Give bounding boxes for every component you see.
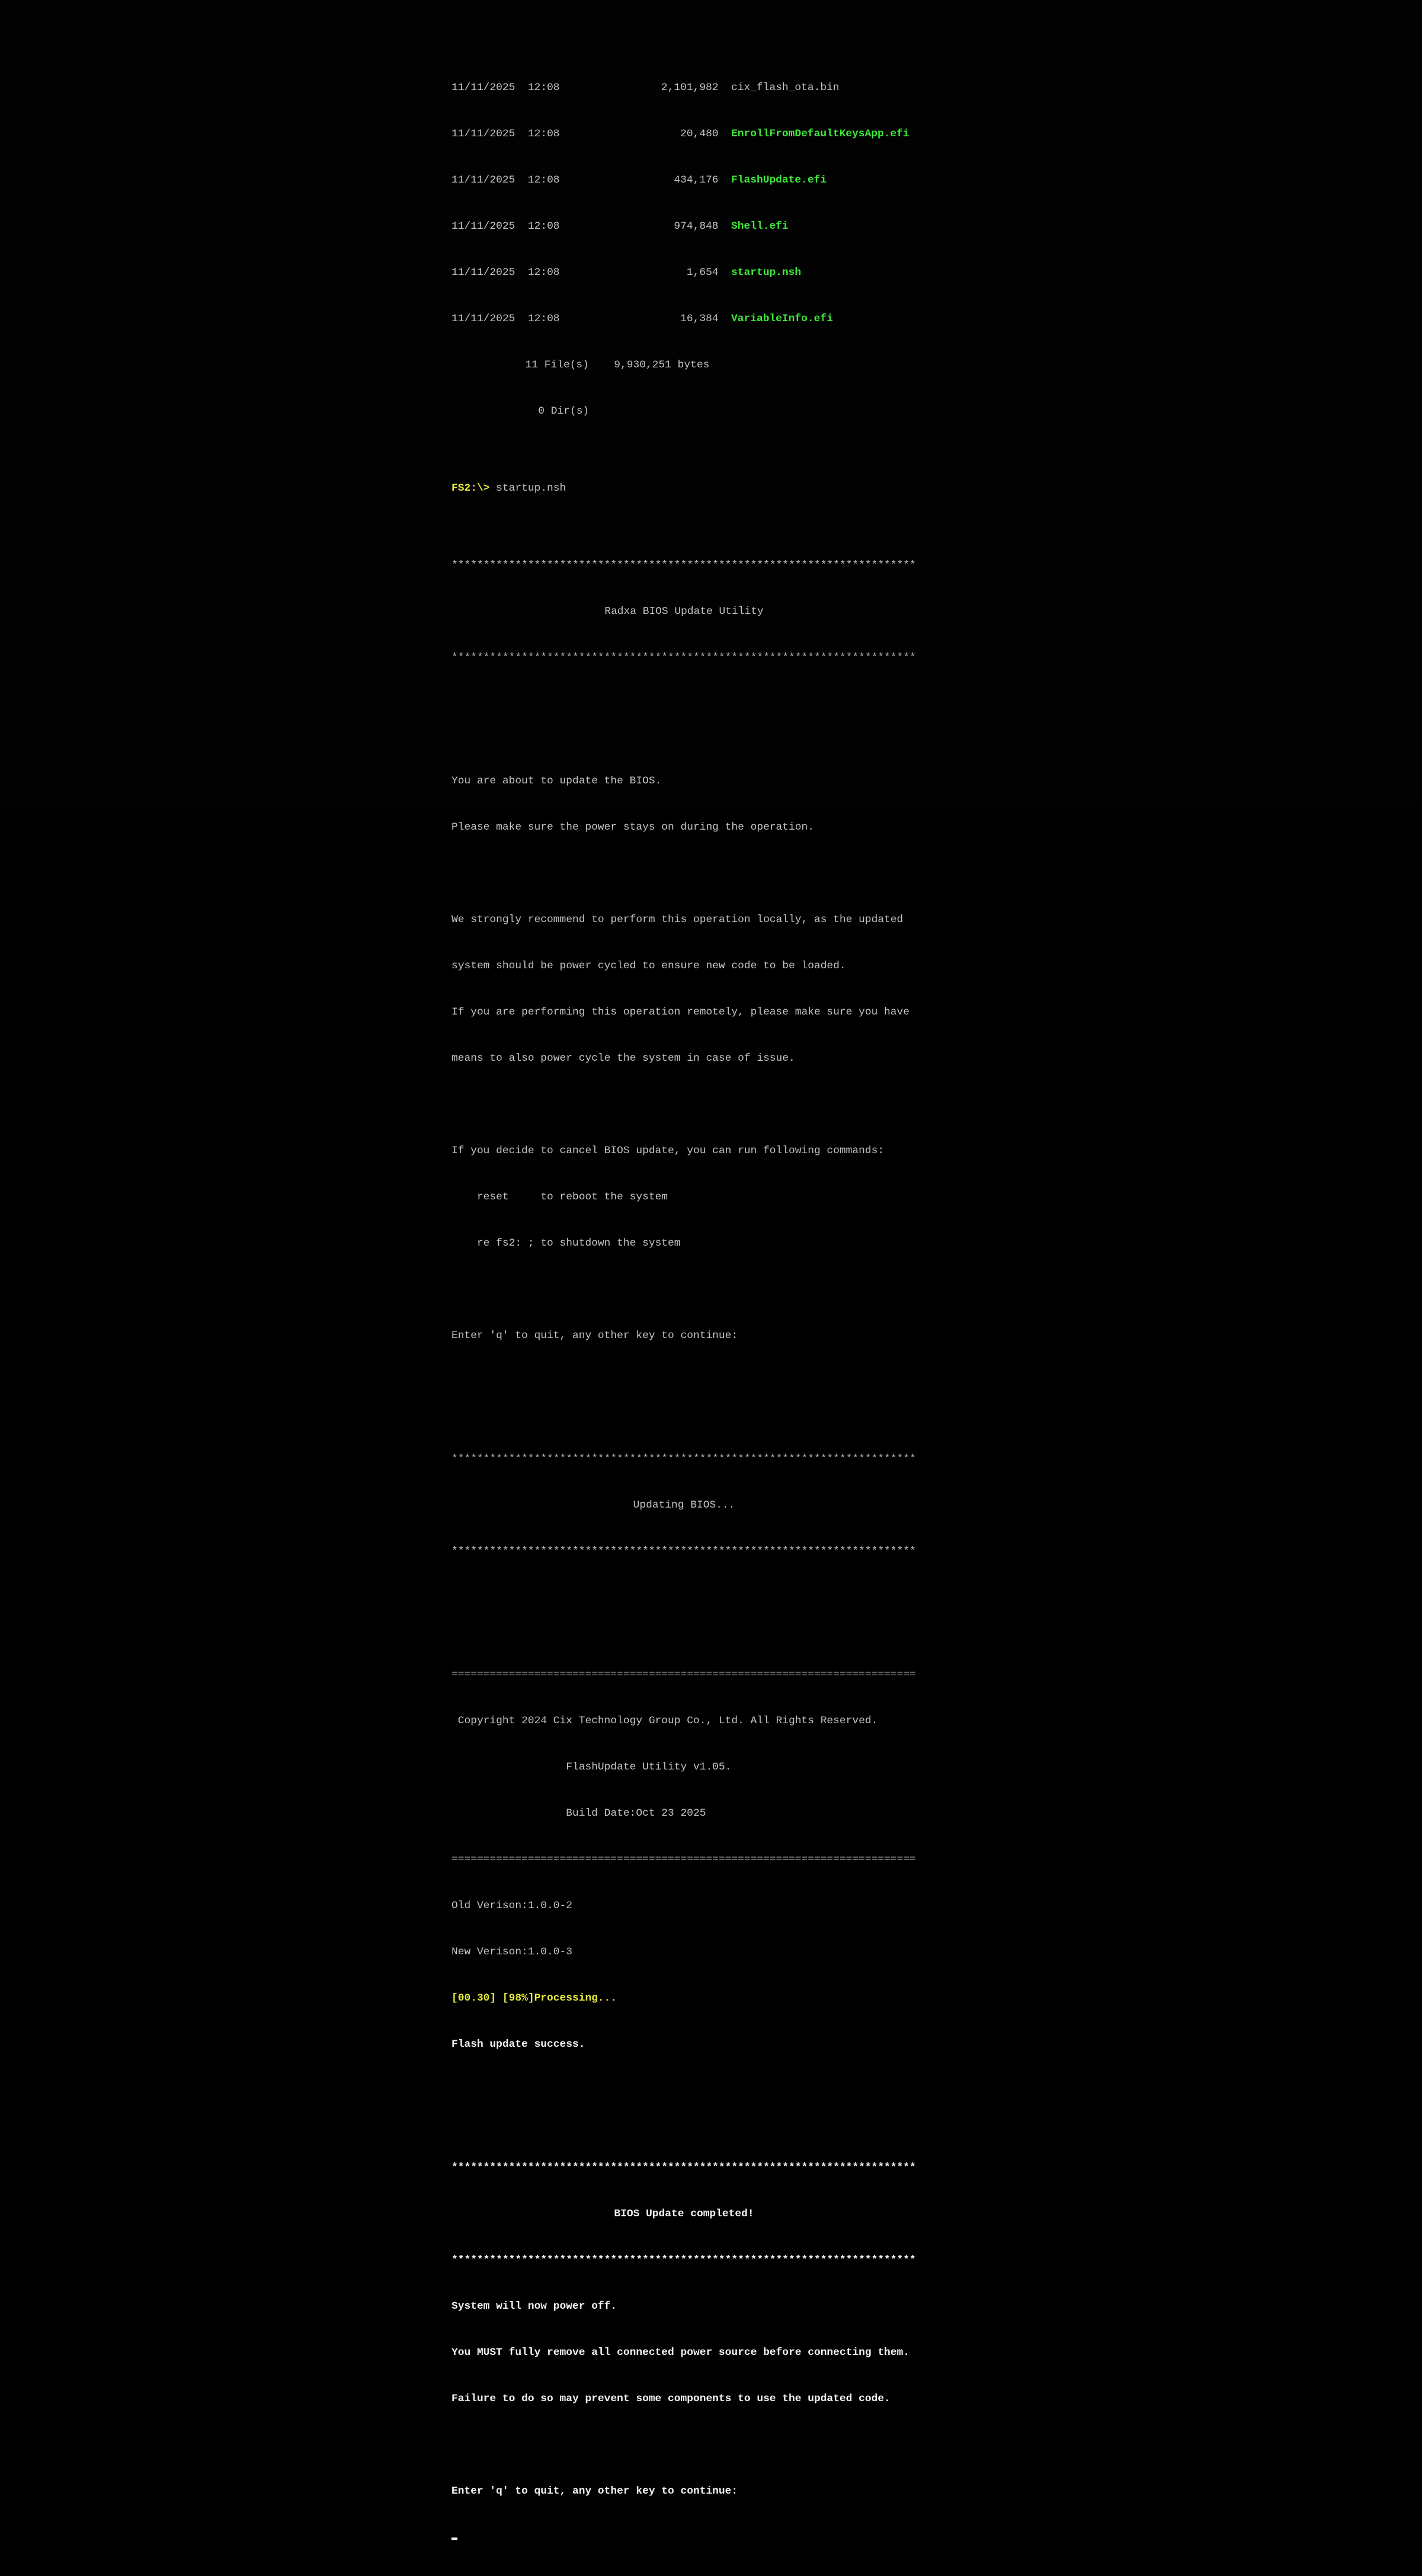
star-separator: ************************************************************************* (451, 1545, 916, 1557)
intro-line: means to also power cycle the system in case of issue. (451, 1052, 795, 1064)
command-name: reset (451, 1191, 541, 1203)
banner-title-line (451, 604, 917, 619)
intro-line: Please make sure the power stays on during the operation. (451, 821, 814, 833)
entry-size: 974,848 (674, 220, 719, 232)
build-date-line: Build Date:Oct 23 2025 (451, 1807, 706, 1819)
intro-line: If you are performing this operation remotely, please make sure you have (451, 1006, 910, 1018)
shell-prompt-line (451, 481, 917, 496)
entry-time: 12:08 (527, 174, 560, 186)
blank-line (451, 1590, 917, 1605)
entry-time: 12:08 (527, 313, 560, 325)
entry-name: startup.nsh (731, 267, 802, 279)
completed-line: Failure to do so may prevent some components to use the updated code. (451, 2393, 891, 2405)
text-cursor[interactable] (451, 2537, 457, 2540)
entry-date: 11/11/2025 (451, 174, 515, 186)
command-name: re fs2: ; (451, 1237, 541, 1249)
intro-line: You are about to update the BIOS. (451, 775, 662, 787)
entry-size: 1,654 (686, 267, 719, 279)
shell-prompt: FS2:\> (451, 482, 490, 494)
star-separator: ************************************************************************* (451, 2162, 916, 2174)
blank-line (451, 1097, 917, 1112)
entry-time: 12:08 (527, 82, 560, 94)
equals-separator: ========================================================================= (451, 1669, 916, 1681)
star-separator: ************************************************************************* (451, 1453, 916, 1465)
command-hint-shutdown (451, 1236, 917, 1251)
completed-line: You MUST fully remove all connected power source before connecting them. (451, 2347, 910, 2359)
cancel-intro: If you decide to cancel BIOS update, you can run following commands: (451, 1145, 885, 1157)
entry-name: Shell.efi (731, 220, 789, 232)
dir-count: 0 (538, 405, 545, 417)
updating-title: Updating BIOS... (633, 1499, 735, 1511)
file-count: 11 (525, 359, 538, 371)
star-separator: ************************************************************************* (451, 2254, 916, 2266)
dir-entry (451, 311, 917, 327)
entry-time: 12:08 (527, 128, 560, 140)
total-bytes: 9,930,251 (614, 359, 671, 371)
command-desc: to shutdown the system (540, 1237, 681, 1249)
dir-summary-dirs (451, 404, 917, 419)
entry-size: 2,101,982 (661, 82, 719, 94)
file-label: File(s) (544, 359, 589, 371)
entry-name: FlashUpdate.efi (731, 174, 827, 186)
copyright-line: Copyright 2024 Cix Technology Group Co., Ltd. All Rights Reserved. (451, 1715, 878, 1727)
completed-title: BIOS Update completed! (614, 2208, 754, 2220)
entry-date: 11/11/2025 (451, 128, 515, 140)
dir-entry (451, 126, 917, 142)
intro-line: We strongly recommend to perform this operation locally, as the updated (451, 914, 904, 926)
new-version: New Verison:1.0.0-3 (451, 1946, 572, 1958)
dir-entry (451, 172, 917, 188)
completed-title-line (451, 2206, 917, 2222)
continue-prompt: Enter 'q' to quit, any other key to continue: (451, 1330, 738, 1342)
star-separator: ************************************************************************* (451, 559, 916, 571)
entry-date: 11/11/2025 (451, 267, 515, 279)
console-output (451, 18, 917, 2576)
intro-line: system should be power cycled to ensure new code to be loaded. (451, 960, 846, 972)
blank-line (451, 2083, 917, 2098)
completed-line: System will now power off. (451, 2300, 617, 2312)
entry-size: 20,480 (680, 128, 719, 140)
entry-name: cix_flash_ota.bin (731, 82, 840, 94)
entry-size: 16,384 (680, 313, 719, 325)
entry-date: 11/11/2025 (451, 220, 515, 232)
command-desc: to reboot the system (540, 1191, 668, 1203)
dir-entry (451, 265, 917, 280)
final-continue-prompt: Enter 'q' to quit, any other key to continue: (451, 2485, 738, 2497)
old-version: Old Verison:1.0.0-2 (451, 1900, 572, 1912)
entry-size: 434,176 (674, 174, 719, 186)
entry-name: EnrollFromDefaultKeysApp.efi (731, 128, 909, 140)
blank-line (451, 1282, 917, 1297)
entry-time: 12:08 (527, 267, 560, 279)
entry-date: 11/11/2025 (451, 82, 515, 94)
entry-time: 12:08 (527, 220, 560, 232)
dir-entry (451, 80, 917, 95)
dir-summary-files (451, 357, 917, 373)
input-line[interactable] (451, 2530, 917, 2545)
flash-result: Flash update success. (451, 2039, 585, 2050)
utility-name-line: FlashUpdate Utility v1.05. (451, 1761, 732, 1773)
dir-entry (451, 219, 917, 234)
progress-status: [00.30] [98%]Processing... (451, 1992, 617, 2004)
shell-command: startup.nsh (496, 482, 566, 494)
blank-line (451, 866, 917, 881)
blank-line (451, 2437, 917, 2453)
updating-title-line (451, 1497, 917, 1513)
equals-separator: ========================================================================= (451, 1854, 916, 1865)
star-separator: ************************************************************************* (451, 652, 916, 664)
command-hint-reset (451, 1189, 917, 1205)
dir-label: Dir(s) (550, 405, 590, 417)
blank-line (451, 696, 917, 712)
entry-name: VariableInfo.efi (731, 313, 833, 325)
banner-title: Radxa BIOS Update Utility (604, 606, 764, 617)
bytes-label: bytes (677, 359, 710, 371)
entry-date: 11/11/2025 (451, 313, 515, 325)
blank-line (451, 1374, 917, 1390)
